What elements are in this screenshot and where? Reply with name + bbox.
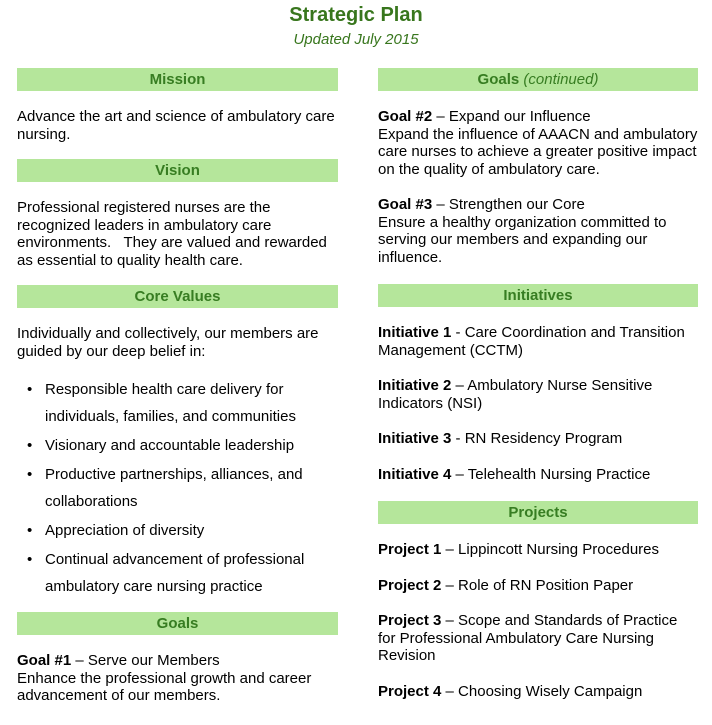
initiative-item xyxy=(378,430,698,448)
goals-continued-suffix: (continued) xyxy=(519,71,599,88)
projects-section xyxy=(378,501,698,700)
goals-continued-label: Goals xyxy=(477,71,520,88)
project-text: – Lippincott Nursing Procedures xyxy=(441,541,659,558)
initiative-label: Initiative 2 xyxy=(378,377,452,394)
project-text: – Role of RN Position Paper xyxy=(441,576,634,594)
mission-section xyxy=(17,68,338,143)
goal-title xyxy=(378,196,698,214)
initiative-item xyxy=(378,377,698,412)
initiative-text: – Ambulatory Nurse Sensitive Indicators (NSI) xyxy=(378,377,653,412)
project-item xyxy=(378,683,698,701)
core-values-header-bar: Core Values xyxy=(17,285,338,308)
initiative-text: – Telehealth Nursing Practice xyxy=(451,465,651,483)
projects-header-bar: Projects xyxy=(378,501,698,524)
vision-header-bar: Vision xyxy=(17,159,338,182)
goal-title-text: – Serve our Members xyxy=(71,652,220,669)
vision-section xyxy=(17,159,338,269)
core-values-list xyxy=(17,376,338,600)
goal-item xyxy=(378,108,698,178)
project-text: – Choosing Wisely Campaign xyxy=(441,682,643,700)
goal-title-text: – Strengthen our Core xyxy=(432,196,585,213)
project-label: Project 4 xyxy=(378,682,442,700)
goal-label: Goal #2 xyxy=(378,108,433,125)
core-value-item: • Responsible health care delivery for individuals, families, and communities xyxy=(17,376,338,430)
two-column-layout xyxy=(0,68,712,723)
initiative-label: Initiative 3 xyxy=(378,430,452,447)
core-values-intro: Individually and collectively, our members are guided by our deep belief in: xyxy=(17,325,319,360)
initiative-label: Initiative 4 xyxy=(378,465,452,483)
project-item xyxy=(378,541,698,559)
right-column xyxy=(378,68,698,723)
goals-continued-header-bar xyxy=(378,68,698,91)
page-subtitle: Updated July 2015 xyxy=(293,31,419,48)
goal-description: Ensure a healthy organization committed to serving our members and expanding our influence. xyxy=(378,213,667,266)
mission-text: Advance the art and science of ambulatory care nursing. xyxy=(17,108,335,143)
initiatives-header-bar: Initiatives xyxy=(378,284,698,307)
project-item xyxy=(378,577,698,595)
goal-item xyxy=(17,652,338,705)
initiative-text: - RN Residency Program xyxy=(451,430,623,447)
core-value-item: • Continual advancement of professional ambulatory care nursing practice xyxy=(17,546,338,600)
goal-description: Expand the influence of AAACN and ambulatory care nurses to achieve a greater positive impact on the quality of ambulatory care. xyxy=(378,125,698,178)
left-column xyxy=(17,68,338,723)
goal-label: Goal #3 xyxy=(378,196,433,213)
project-text: – Scope and Standards of Practice for Professional Ambulatory Care Nursing Revision xyxy=(378,612,678,664)
project-label: Project 1 xyxy=(378,541,442,558)
initiative-item xyxy=(378,466,698,484)
initiative-label: Initiative 1 xyxy=(378,324,452,341)
goal-label: Goal #1 xyxy=(17,652,72,669)
goal-title xyxy=(17,652,338,670)
project-label: Project 2 xyxy=(378,576,442,594)
project-item xyxy=(378,612,698,665)
goal-item xyxy=(378,196,698,266)
mission-header-bar: Mission xyxy=(17,68,338,91)
goals-section xyxy=(17,612,338,705)
goal-title-text: – Expand our Influence xyxy=(432,108,591,125)
page-title: Strategic Plan xyxy=(289,4,423,26)
core-value-item: • Productive partnerships, alliances, and collaborations xyxy=(17,461,338,515)
goals-continued-section xyxy=(378,68,698,266)
core-values-section xyxy=(17,285,338,600)
goal-title xyxy=(378,108,698,126)
vision-text: Professional registered nurses are the recognized leaders in ambulatory care environments. They are valued and rewarded as essential to quality health care. xyxy=(17,199,332,269)
initiative-item xyxy=(378,324,698,359)
initiative-text: - Care Coordination and Transition Management (CCTM) xyxy=(378,324,685,359)
goals-header-bar: Goals xyxy=(17,612,338,635)
core-value-item: • Visionary and accountable leadership xyxy=(17,432,338,459)
project-label: Project 3 xyxy=(378,612,442,629)
goal-description: Enhance the professional growth and career advancement of our members. xyxy=(17,669,312,704)
initiatives-section xyxy=(378,284,698,483)
core-value-item: • Appreciation of diversity xyxy=(17,517,338,544)
